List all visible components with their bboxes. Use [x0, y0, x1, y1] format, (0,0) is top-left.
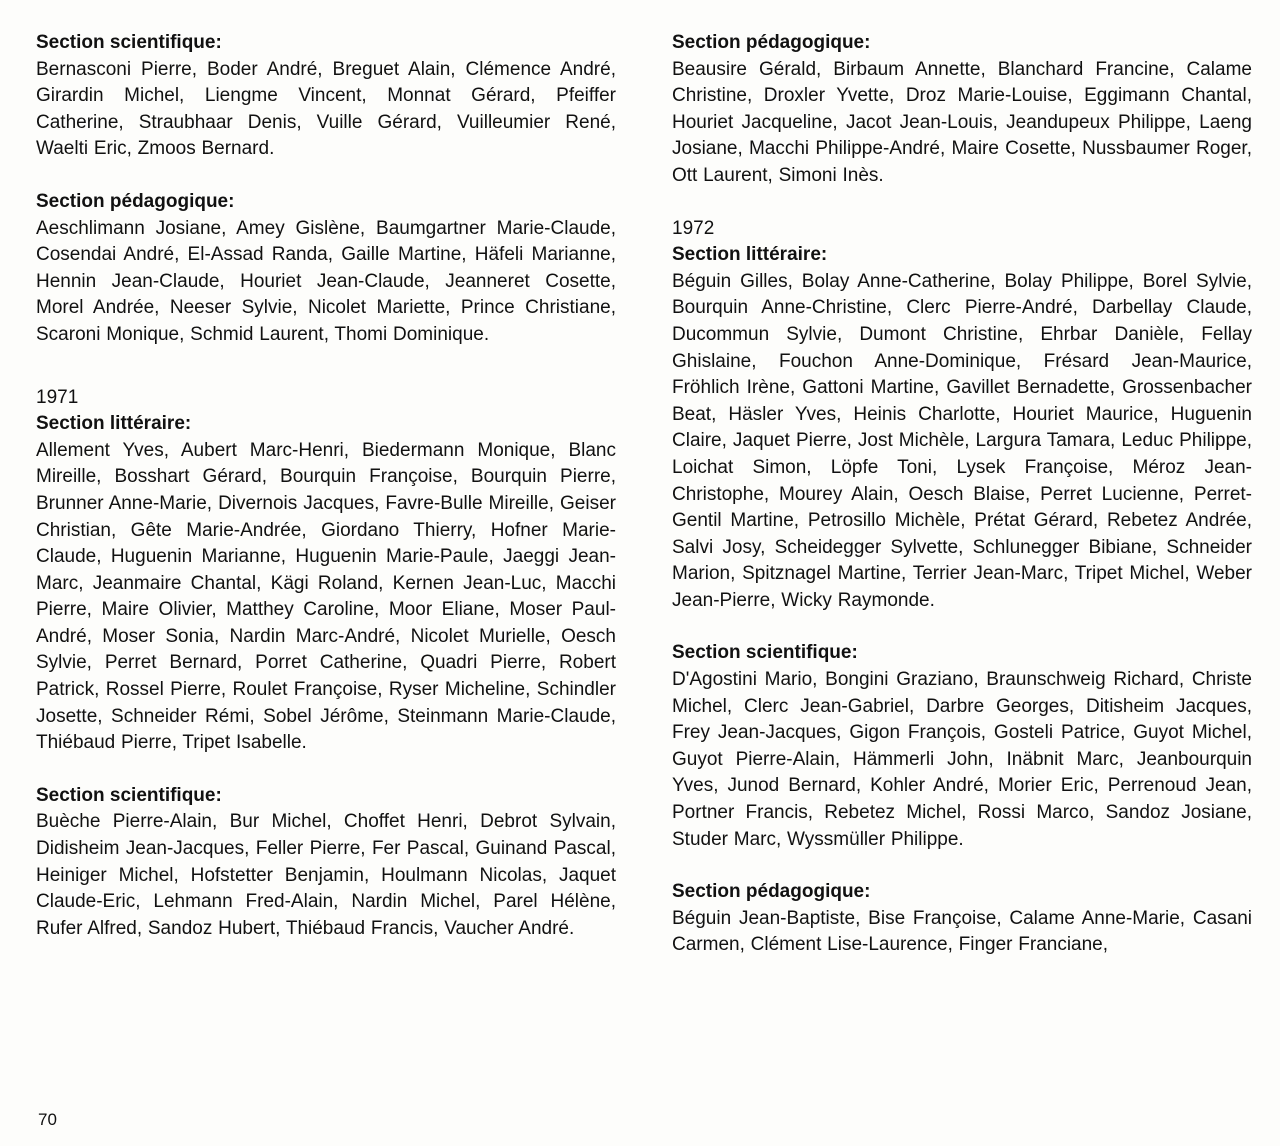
year-label: 1971 — [36, 386, 79, 408]
section-block — [672, 216, 1252, 615]
section-names: Béguin Jean-Baptiste, Bise Françoise, Calame Anne-Marie, Casani Carmen, Clément Lise-Laurence, Finger Franciane, — [672, 907, 1252, 956]
section-block — [672, 30, 1252, 190]
year-label: 1972 — [672, 217, 715, 239]
page-number: 70 — [38, 1110, 57, 1129]
section-heading: Section littéraire: — [672, 244, 828, 266]
section-names: Bernasconi Pierre, Boder André, Breguet Alain, Clémence André, Girardin Michel, Liengme Vincent, Monnat Gérard, Pfeiffer Catherine, Straubhaar Denis, Vuille Gérard, Vuilleumier René, Waelti Eric, Zmoos Bernard. — [36, 58, 616, 160]
right-column — [672, 30, 1252, 959]
section-block — [672, 879, 1252, 959]
section-heading: Section pédagogique: — [672, 32, 871, 53]
section-block — [36, 30, 616, 163]
section-names: Aeschlimann Josiane, Amey Gislène, Baumgartner Marie-Claude, Cosendai André, El-Assad Randa, Gaille Martine, Häfeli Marianne, Hennin Jean-Claude, Houriet Jean-Claude, Jeanneret Cosette, Morel Andrée, Neeser Sylvie, Nicolet Mariette, Prince Christiane, Scaroni Monique, Schmid Laurent, Thomi Dominique. — [36, 217, 616, 345]
section-names: Allement Yves, Aubert Marc-Henri, Biedermann Monique, Blanc Mireille, Bosshart Gérard, Bourquin Françoise, Bourquin Pierre, Brunner Anne-Marie, Divernois Jacques, Favre-Bulle Mireille, Geiser Christian, Gête Marie-Andrée, Giordano Thierry, Hofner Marie-Claude, Huguenin Marianne, Huguenin Marie-Paule, Jaeggi Jean-Marc, Jeanmaire Chantal, Kägi Roland, Kernen Jean-Luc, Macchi Pierre, Maire Olivier, Matthey Caroline, Moor Eliane, Moser Paul-André, Moser Sonia, Nardin Marc-André, Nicolet Murielle, Oesch Sylvie, Perret Bernard, Porret Catherine, Quadri Pierre, Robert Patrick, Rossel Pierre, Roulet Françoise, Ryser Micheline, Schindler Josette, Schneider Rémi, Sobel Jérôme, Steinmann Marie-Claude, Thiébaud Pierre, Tripet Isabelle. — [36, 439, 616, 754]
section-heading: Section scientifique: — [36, 32, 222, 53]
left-column — [36, 30, 616, 942]
section-names: D'Agostini Mario, Bongini Graziano, Braunschweig Richard, Christe Michel, Clerc Jean-Gabriel, Darbre Georges, Ditisheim Jacques, Frey Jean-Jacques, Gigon François, Gosteli Patrice, Guyot Michel, Guyot Pierre-Alain, Hämmerli John, Inäbnit Marc, Jeanbourquin Yves, Junod Bernard, Kohler André, Morier Eric, Perrenoud Jean, Portner Francis, Rebetez Michel, Rossi Marco, Sandoz Josiane, Studer Marc, Wyssmüller Philippe. — [672, 669, 1252, 850]
section-heading: Section pédagogique: — [36, 190, 235, 212]
section-block — [36, 385, 616, 757]
section-heading: Section scientifique: — [672, 642, 858, 664]
section-block — [672, 640, 1252, 853]
section-block — [36, 783, 616, 943]
section-heading: Section littéraire: — [36, 413, 192, 435]
section-names: Beausire Gérald, Birbaum Annette, Blanchard Francine, Calame Christine, Droxler Yvette, Droz Marie-Louise, Eggimann Chantal, Houriet Jacqueline, Jacot Jean-Louis, Jeandupeux Philippe, Laeng Josiane, Macchi Philippe-André, Maire Cosette, Nussbaumer Roger, Ott Laurent, Simoni Inès. — [672, 58, 1252, 186]
section-names: Béguin Gilles, Bolay Anne-Catherine, Bolay Philippe, Borel Sylvie, Bourquin Anne-Christine, Clerc Pierre-André, Darbellay Claude, Ducommun Sylvie, Dumont Christine, Ehrbar Danièle, Fellay Ghislaine, Fouchon Anne-Dominique, Frésard Jean-Maurice, Fröhlich Irène, Gattoni Martine, Gavillet Bernadette, Grossenbacher Beat, Häsler Yves, Heinis Charlotte, Houriet Maurice, Huguenin Claire, Jaquet Pierre, Jost Michèle, Largura Tamara, Leduc Philippe, Loichat Simon, Löpfe Toni, Lysek Françoise, Méroz Jean-Christophe, Mourey Alain, Oesch Blaise, Perret Lucienne, Perret-Gentil Martine, Petrosillo Michèle, Prétat Gérard, Rebetez Andrée, Salvi Josy, Scheidegger Sylvette, Schlunegger Bibiane, Schneider Marion, Spitznagel Martine, Terrier Jean-Marc, Tripet Michel, Weber Jean-Pierre, Wicky Raymonde. — [672, 270, 1252, 611]
section-heading: Section pédagogique: — [672, 881, 871, 903]
section-names: Buèche Pierre-Alain, Bur Michel, Choffet Henri, Debrot Sylvain, Didisheim Jean-Jacques, Feller Pierre, Fer Pascal, Guinand Pascal, Heiniger Michel, Hofstetter Benjamin, Houlmann Nicolas, Jaquet Claude-Eric, Lehmann Fred-Alain, Nardin Michel, Parel Hélène, Rufer Alfred, Sandoz Hubert, Thiébaud Francis, Vaucher André. — [36, 811, 616, 939]
section-block — [36, 189, 616, 349]
section-heading: Section scientifique: — [36, 784, 222, 806]
